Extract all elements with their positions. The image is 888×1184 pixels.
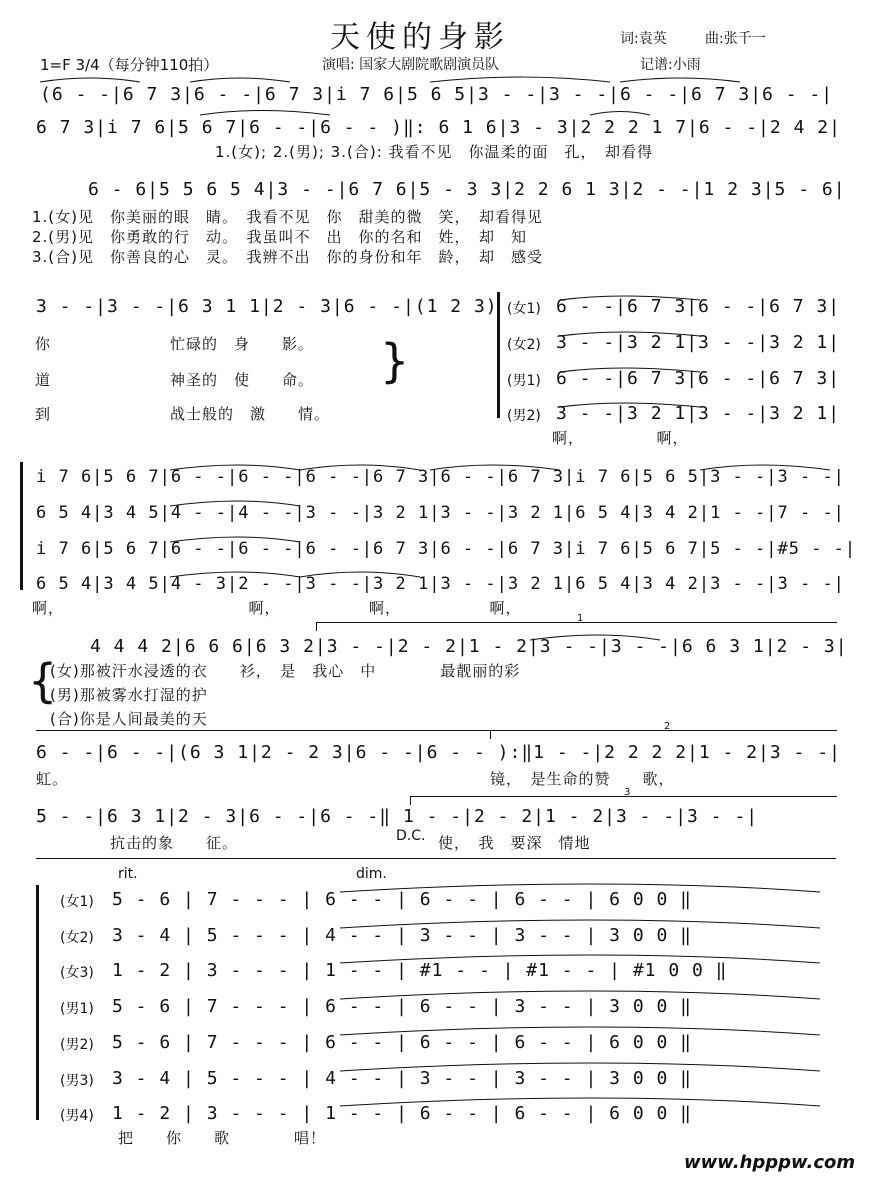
lyric-verse-1: 1.(女)见 你美丽的眼 睛。 我看不见 你 甜美的微 笑， 却看得见 <box>32 208 544 226</box>
final-label-f2: (女2) <box>60 930 94 946</box>
final-row-f3: 1 - 2 | 3 - - - | 1 - - | #1 - - | #1 - - | #1 0 0 ‖ <box>112 960 728 981</box>
notation-row-7: 6 - -|6 - -|(6 3 1|2 - 2 3|6 - -|6 - - ):‖1 - -|2 2 2 2|1 - 2|3 - -| <box>36 742 841 763</box>
final-row-m1: 5 - 6 | 7 - - - | 6 - - | 6 - - | 3 - - | 3 0 0 ‖ <box>112 996 693 1017</box>
brace-left: } <box>28 654 58 708</box>
composer: 曲:张千一 <box>705 31 766 47</box>
final-row-m3: 3 - 4 | 5 - - - | 4 - - | 3 - - | 3 - - | 3 0 0 ‖ <box>112 1068 693 1089</box>
lyric-verse-3: 3.(合)见 你善良的心 灵。 我辨不出 你的身份和年 龄， 却 感受 <box>32 248 544 266</box>
part-row-m1: 6 - -|6 7 3|6 - -|6 7 3| <box>556 368 841 389</box>
lyricist: 词:袁英 <box>620 31 667 47</box>
performer: 演唱: 国家大剧院歌剧演员队 <box>322 57 500 73</box>
lyric-end-1-b: 忙碌的 身 影。 <box>170 335 315 353</box>
lyric-end-1-a: 你 <box>35 335 52 353</box>
lyric-verse-2: 2.(男)见 你勇敢的行 动。 我虽叫不 出 你的名和 姓， 却 知 <box>32 228 528 246</box>
rit-mark: rit. <box>118 866 138 882</box>
lyric-ah-row: 啊， 啊， 啊， 啊， <box>32 599 522 617</box>
part-row-5d: 6 5 4|3 4 5|4 - 3|2 - -|3 - -|3 2 1|3 - -|3 2 1|6 5 4|3 4 2|3 - -|3 - -| <box>36 574 845 594</box>
lyric-chorus-t: (合)你是人间最美的天 <box>50 710 208 728</box>
da-capo: D.C. <box>396 828 426 844</box>
notation-row-4: 3 - -|3 - -|6 3 1 1|2 - 3|6 - -|(1 2 3) <box>36 296 498 317</box>
notation-row-3: 6 - 6|5 5 6 5 4|3 - -|6 7 6|5 - 3 3|2 2 6 1 3|2 - -|1 2 3|5 - 6| <box>88 179 846 200</box>
lyric-end-3-a: 到 <box>35 405 52 423</box>
lyric-final: 把 你 歌 唱！ <box>118 1129 327 1147</box>
lyric-end-2-b: 神圣的 使 命。 <box>170 371 315 389</box>
lyric-intro: 1.(女); 2.(男); 3.(合): 我看不见 你温柔的面 孔， 却看得 <box>215 143 654 161</box>
lyric-end-2-a: 道 <box>35 371 52 389</box>
final-label-m3: (男3) <box>60 1073 94 1089</box>
final-label-m1: (男1) <box>60 1001 94 1017</box>
lyric-ah-right: 啊， 啊， <box>552 429 689 447</box>
volta-1: 1 <box>316 622 837 631</box>
final-label-m2: (男2) <box>60 1037 94 1053</box>
watermark: www.hpppw.com <box>684 1152 856 1173</box>
part-label-f1: (女1) <box>507 301 541 317</box>
notation-row-2: 6 7 3|i 7 6|5 6 7|6 - -|6 - - )‖: 6 1 6|3 - 3|2 2 2 1 7|6 - -|2 4 2| <box>36 117 841 138</box>
part-label-m2: (男2) <box>507 408 541 424</box>
brace-right: } <box>380 334 410 388</box>
part-row-5b: 6 5 4|3 4 5|4 - -|4 - -|3 - -|3 2 1|3 - -|3 2 1|6 5 4|3 4 2|1 - -|7 - -| <box>36 503 845 523</box>
lyric-symbol: 抗击的象 征。 <box>110 834 239 852</box>
lyric-chorus-f: (女)那被汗水浸透的衣 衫， 是 我心 中 最靓丽的彩 <box>50 662 521 680</box>
part-label-m1: (男1) <box>507 373 541 389</box>
part-row-f1: 6 - -|6 7 3|6 - -|6 7 3| <box>556 296 841 317</box>
lyric-rainbow: 虹。 <box>36 770 69 788</box>
final-row-m4: 1 - 2 | 3 - - - | 1 - - | 6 - - | 6 - - | 6 0 0 ‖ <box>112 1103 693 1124</box>
notation-row-1: (6 - -|6 7 3|6 - -|6 7 3|i 7 6|5 6 5|3 - -|3 - -|6 - -|6 7 3|6 - -| <box>40 84 834 105</box>
transcriber: 记谱:小雨 <box>640 57 701 73</box>
final-row-f1: 5 - 6 | 7 - - - | 6 - - | 6 - - | 6 - - | 6 0 0 ‖ <box>112 889 693 910</box>
part-label-f2: (女2) <box>507 337 541 353</box>
part-row-m2: 3 - -|3 2 1|3 - -|3 2 1| <box>556 403 841 424</box>
lyric-chorus-m: (男)那被雾水打湿的护 <box>50 686 208 704</box>
final-row-f2: 3 - 4 | 5 - - - | 4 - - | 3 - - | 3 - - | 3 0 0 ‖ <box>112 925 693 946</box>
part-row-f2: 3 - -|3 2 1|3 - -|3 2 1| <box>556 332 841 353</box>
song-title: 天使的身影 <box>330 20 510 55</box>
dim-mark: dim. <box>356 866 387 882</box>
final-label-f1: (女1) <box>60 894 94 910</box>
key-tempo: 1=F 3/4（每分钟110拍） <box>40 56 219 74</box>
final-label-m4: (男4) <box>60 1108 94 1124</box>
part-row-5c: i 7 6|5 6 7|6 - -|6 - -|6 - -|6 7 3|6 - -|6 7 3|i 7 6|5 6 7|5 - -|#5 - -| <box>36 539 857 559</box>
lyric-angel: 使， 我 要深 情地 <box>438 834 591 852</box>
final-row-m2: 5 - 6 | 7 - - - | 6 - - | 6 - - | 6 - - | 6 0 0 ‖ <box>112 1032 693 1053</box>
volta-3: 3 <box>410 796 837 805</box>
notation-row-8: 5 - -|6 3 1|2 - 3|6 - -|6 - -‖ 1 - -|2 - 2|1 - 2|3 - -|3 - -| <box>36 806 759 827</box>
volta-2: 2 <box>490 730 837 739</box>
lyric-end-3-b: 战士般的 激 情。 <box>170 405 331 423</box>
notation-row-6: 4 4 4 2|6 6 6|6 3 2|3 - -|2 - 2|1 - 2|3 - -|3 - -|6 6 3 1|2 - 3| <box>90 636 848 657</box>
part-row-5a: i 7 6|5 6 7|6 - -|6 - -|6 - -|6 7 3|6 - -|6 7 3|i 7 6|5 6 5|3 - -|3 - -| <box>36 467 845 487</box>
final-label-f3: (女3) <box>60 965 94 981</box>
lyric-mirror: 镜， 是生命的赞 歌， <box>490 770 675 788</box>
